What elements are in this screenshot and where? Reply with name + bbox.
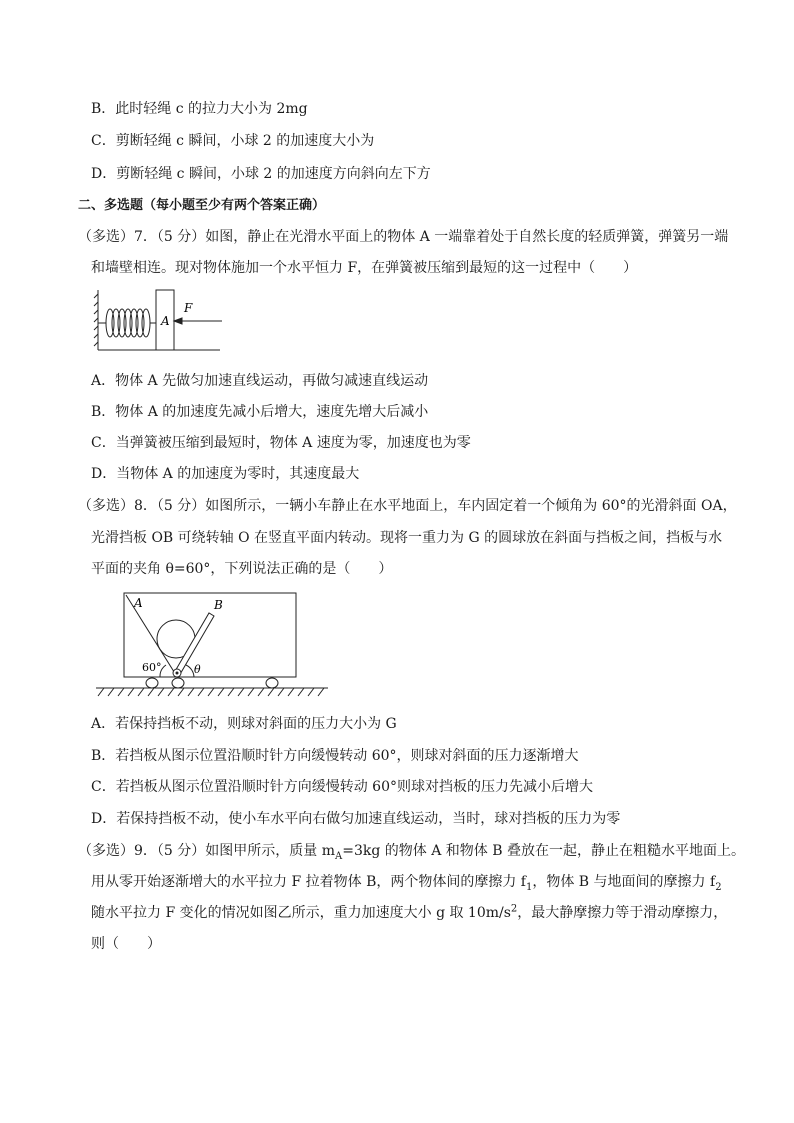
q6-option-d: D．剪断轻绳 c 瞬间，小球 2 的加速度方向斜向左下方 xyxy=(91,166,431,182)
section-heading: 二、多选题（每小题至少有两个答案正确） xyxy=(78,198,326,213)
q8-fig-label-a: A xyxy=(134,596,143,610)
q7-option-b: B．物体 A 的加速度先减小后增大，速度先增大后减小 xyxy=(91,404,429,420)
q9-stem-line2: 用从零开始逐渐增大的水平拉力 F 拉着物体 B，两个物体间的摩擦力 $f_1$，物体 B 与地面间的摩擦力 $f_2$ xyxy=(91,874,722,893)
q8-figure xyxy=(94,589,330,701)
q7-option-d: D．当物体 A 的加速度为零时，其速度最大 xyxy=(91,466,360,482)
q8-fig-label-angle: 60° xyxy=(142,661,162,674)
q6-option-c: C．剪断轻绳 c 瞬间，小球 2 的加速度大小为 xyxy=(91,133,375,149)
q9-stem-line1: （多选）9．（5 分）如图甲所示，质量 $m_A=3kg$ 的物体 A 和物体 B 叠放在一起，静止在粗糙水平地面上。 xyxy=(78,843,745,862)
force-arrow xyxy=(174,318,222,324)
q7-stem-line1: （多选）7．（5 分）如图，静止在光滑水平面上的物体 A 一端靠着处于自然长度的轻质弹簧，弹簧另一端 xyxy=(78,229,729,245)
ground-hatch xyxy=(96,688,328,696)
q8-stem-line3: 平面的夹角 θ=60°，下列说法正确的是（ ） xyxy=(91,561,393,577)
q8-fig-label-b: B xyxy=(214,598,223,612)
q7-figure xyxy=(94,288,224,354)
q8-fig-label-theta: θ xyxy=(194,663,201,676)
q7-option-c: C．当弹簧被压缩到最短时，物体 A 速度为零，加速度也为零 xyxy=(91,435,471,451)
spring-coil xyxy=(98,309,156,337)
q6-option-b: B．此时轻绳 c 的拉力大小为 2mg xyxy=(91,101,308,117)
q7-option-a: A．物体 A 先做匀加速直线运动，再做匀减速直线运动 xyxy=(91,373,429,389)
q8-option-d: D．若保持挡板不动，使小车水平向右做匀加速直线运动，当时，球对挡板的压力为零 xyxy=(91,811,621,827)
q8-stem-line2: 光滑挡板 OB 可绕转轴 O 在竖直平面内转动。现将一重力为 G 的圆球放在斜面与挡板之间，挡板与水 xyxy=(91,530,723,546)
q7-fig-label-f: F xyxy=(184,301,193,315)
q9-stem-line3: 随水平拉力 F 变化的情况如图乙所示，重力加速度大小 g 取 $10m/s^2$，最大静摩擦力等于滑动摩擦力， xyxy=(91,903,728,921)
q7-fig-label-a: A xyxy=(161,314,170,328)
q8-option-a: A．若保持挡板不动，则球对斜面的压力大小为 G xyxy=(91,716,397,732)
q9-stem-line4: 则（ ） xyxy=(91,936,161,952)
q8-stem-line1: （多选）8．（5 分）如图所示，一辆小车静止在水平地面上，车内固定着一个倾角为 60°的光滑斜面 OA， xyxy=(78,498,737,514)
q8-option-c: C．若挡板从图示位置沿顺时针方向缓慢转动 60°则球对挡板的压力先减小后增大 xyxy=(91,779,593,795)
q7-stem-line2: 和墙壁相连。现对物体施加一个水平恒力 F，在弹簧被压缩到最短的这一过程中（ ） xyxy=(91,260,638,276)
wheels xyxy=(146,678,278,688)
q8-option-b: B．若挡板从图示位置沿顺时针方向缓慢转动 60°，则球对斜面的压力逐渐增大 xyxy=(91,748,579,764)
